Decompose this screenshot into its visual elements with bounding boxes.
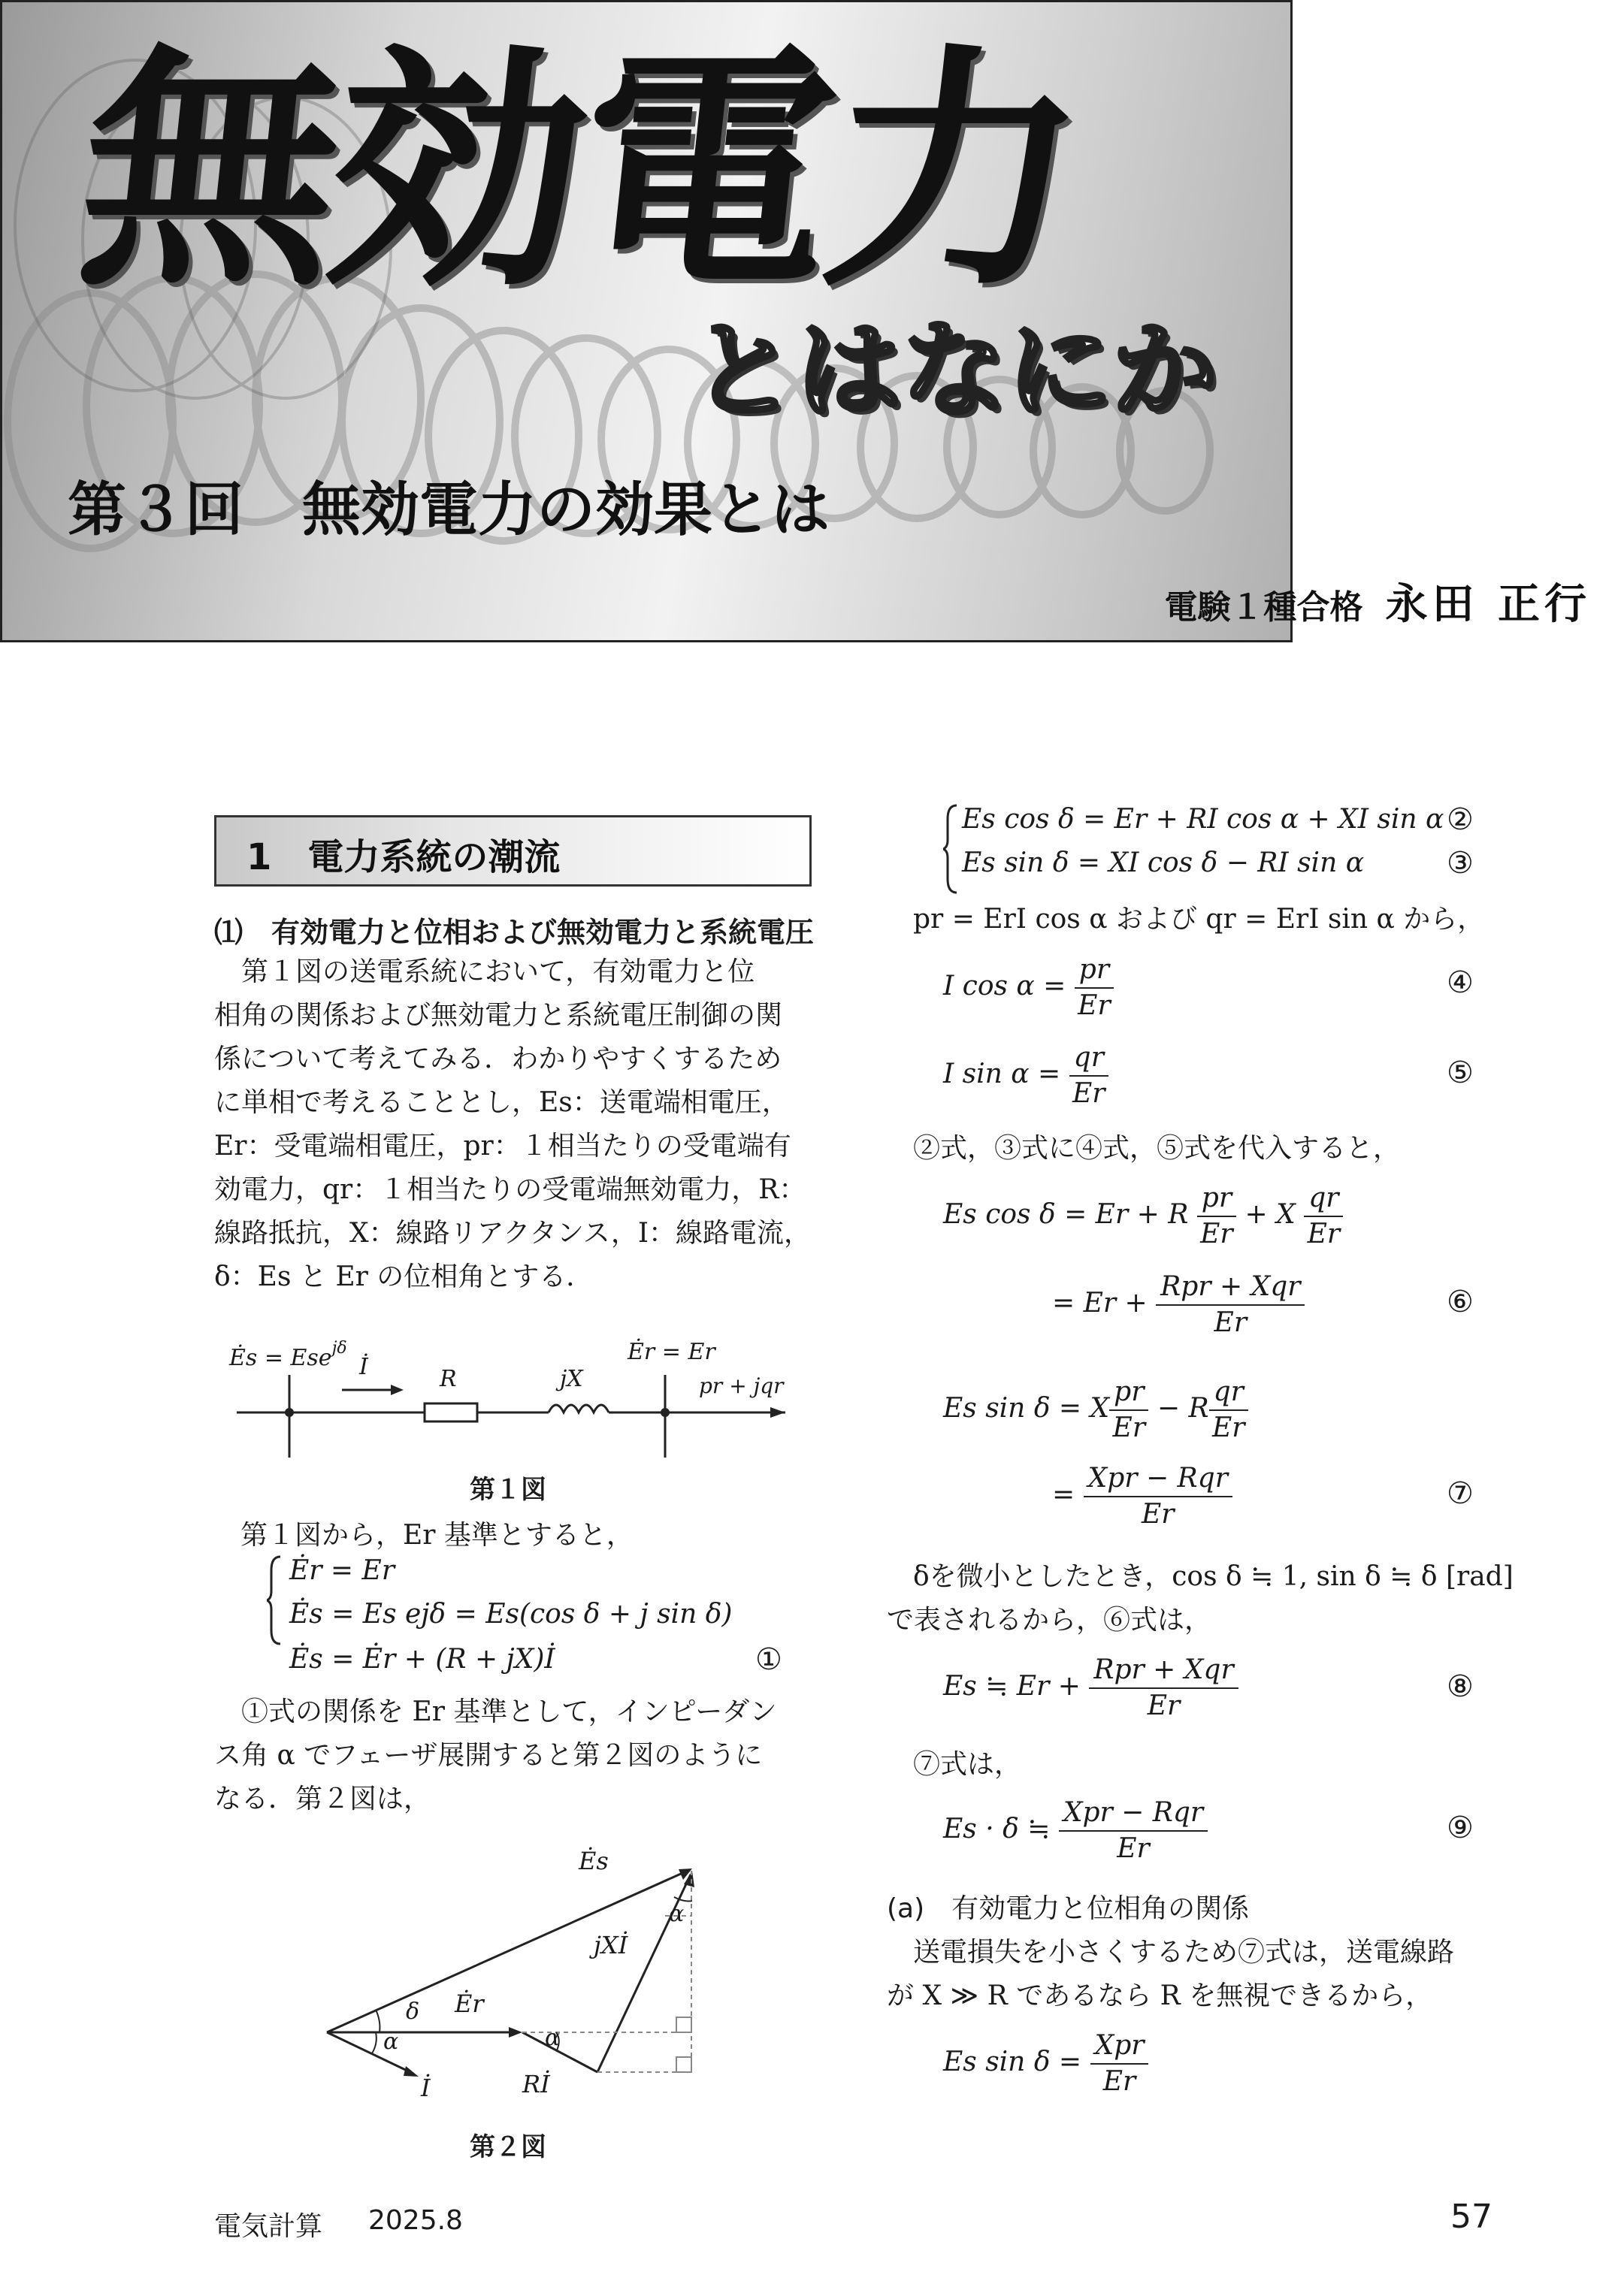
eq-5-number: ⑤ bbox=[1447, 1056, 1474, 1090]
fig2-delta: δ bbox=[406, 1998, 420, 2025]
fig1-er-label: Ėr = Er bbox=[628, 1339, 715, 1365]
eq-1: Ės = Ėr + (R + jX)İ bbox=[289, 1644, 555, 1675]
line-eq7: ⑦式は， bbox=[913, 1749, 1022, 1780]
fig2-jxi-label: jXİ bbox=[594, 1931, 628, 1959]
fig1-current-label: İ bbox=[359, 1354, 368, 1380]
author-line: 電験１種合格 永田 正行 bbox=[1164, 579, 1591, 629]
figure-2-caption: 第２図 bbox=[470, 2132, 546, 2162]
eq-6b: = Er + $\frac{\text{Rpr + Xqr}}{Er}$ bbox=[1052, 1270, 1305, 1340]
line-pr-qr: pr = ErI cos α および qr = ErI sin α から， bbox=[913, 904, 1485, 935]
title-banner bbox=[0, 0, 1591, 642]
eq-9: Es · δ ≒ $\frac{\text{Xpr − Rqr}}{Er}$ bbox=[943, 1796, 1208, 1866]
eq-er: Ėr = Er bbox=[289, 1555, 395, 1586]
eq-3-number: ③ bbox=[1447, 846, 1474, 881]
para1-line: に単相で考えることとし，Es：送電端相電圧， bbox=[214, 1087, 789, 1118]
para3-line: ス角 α でフェーザ展開すると第２図のように bbox=[214, 1740, 763, 1771]
para1-line: 相角の関係および無効電力と系統電圧制御の関 bbox=[214, 1000, 783, 1031]
footer-issue: 2025.8 bbox=[368, 2205, 463, 2236]
fig1-es-label: Ės = Ese$^{j\delta}$ bbox=[229, 1339, 347, 1371]
para3 bbox=[214, 1690, 815, 1821]
eq-10: Es sin δ = $\frac{\text{Xpr}}{Er}$ bbox=[943, 2029, 1148, 2099]
brace-right bbox=[943, 804, 958, 894]
eq-4-number: ④ bbox=[1447, 965, 1474, 1000]
fig1-resistance-label: R bbox=[440, 1366, 457, 1392]
section-heading: 1 電力系統の潮流 bbox=[246, 836, 561, 878]
para3-line: なる．第２図は， bbox=[214, 1784, 431, 1814]
section-heading-box bbox=[214, 815, 812, 887]
banner-subtitle: とはなにか bbox=[691, 310, 1218, 433]
fig1-power-label: pr + jqr bbox=[699, 1373, 784, 1398]
eq-2: Es cos δ = Er + RI cos α + XI sin α bbox=[962, 804, 1444, 835]
fig2-es-label: Ės bbox=[579, 1847, 609, 1875]
para-a-line1: 送電損失を小さくするため⑦式は，送電線路 bbox=[913, 1937, 1455, 1968]
footer-journal: 電気計算 bbox=[214, 2211, 323, 2242]
fig2-alpha-mid: α bbox=[545, 2025, 561, 2051]
subheading-a: (a) 有効電力と位相角の関係 bbox=[887, 1893, 1250, 1924]
figure-1-caption: 第１図 bbox=[470, 1475, 546, 1505]
line-small-angle-2: で表されるから，⑥式は， bbox=[887, 1605, 1212, 1636]
figure-2-phasor-diagram bbox=[214, 1841, 815, 2141]
banner-title: 無効電力 bbox=[67, 24, 1090, 322]
line-substitute: ②式，③式に④式，⑤式を代入すると， bbox=[913, 1133, 1401, 1164]
para1-line: δ：Es と Er の位相角とする． bbox=[214, 1261, 594, 1292]
fig2-er-label: Ėr bbox=[455, 1989, 484, 2018]
eq-7b: = $\frac{\text{Xpr − Rqr}}{Er}$ bbox=[1052, 1461, 1232, 1532]
para1-line: 線路抵抗，X：線路リアクタンス，I：線路電流， bbox=[214, 1218, 812, 1249]
intro-paragraph bbox=[214, 950, 815, 1299]
fig2-i-label: İ bbox=[421, 2074, 431, 2102]
para-a-line2: が X ≫ R であるなら R を無視できるから， bbox=[887, 1980, 1433, 2011]
fig2-ri-label: Rİ bbox=[522, 2070, 550, 2098]
fig1-reactance-label: jX bbox=[560, 1366, 583, 1392]
eq-5: I sin α = $\frac{qr}{Er}$ bbox=[943, 1041, 1108, 1111]
eq-es: Ės = Es ejδ = Es(cos δ + j sin δ) bbox=[289, 1599, 733, 1630]
eq-3: Es sin δ = XI cos δ − RI sin α bbox=[962, 847, 1365, 878]
eq-8-number: ⑧ bbox=[1447, 1669, 1474, 1704]
subsection-heading: ⑴ 有効電力と位相および無効電力と系統電圧 bbox=[214, 916, 815, 949]
eq-6-number: ⑥ bbox=[1447, 1285, 1474, 1319]
author-qualification: 電験１種合格 bbox=[1164, 588, 1363, 627]
eq-8: Es ≒ Er + $\frac{\text{Rpr + Xqr}}{Er}$ bbox=[943, 1653, 1238, 1724]
para1-line: 第１図の送電系統において，有効電力と位 bbox=[241, 956, 755, 987]
eq-2-number: ② bbox=[1447, 802, 1474, 837]
eq-4: I cos α = $\frac{pr}{Er}$ bbox=[943, 953, 1114, 1023]
para2: 第１図から，Er 基準とすると， bbox=[240, 1520, 634, 1551]
eq-9-number: ⑨ bbox=[1447, 1811, 1474, 1845]
para3-line: ①式の関係を Er 基準として，インピーダン bbox=[241, 1696, 777, 1727]
eq-1-number: ① bbox=[755, 1642, 782, 1677]
para1-line: Er：受電端相電圧，pr：１相当たりの受電端有 bbox=[214, 1131, 791, 1162]
eq-7a: Es sin δ = X $\frac{pr}{Er}$ − R $\frac{qr}{Er}$ bbox=[943, 1375, 1248, 1446]
para1-line: 係について考えてみる．わかりやすくするため bbox=[214, 1044, 782, 1074]
page-number: 57 bbox=[1450, 2198, 1492, 2236]
eq-6a: Es cos δ = Er + R $\frac{pr}{Er}$ + X $\frac{qr}{Er}$ bbox=[943, 1181, 1343, 1252]
eq-7-number: ⑦ bbox=[1447, 1476, 1474, 1511]
para1-line: 効電力，qr：１相当たりの受電端無効電力，R： bbox=[214, 1174, 806, 1205]
line-small-angle-1: δを微小としたとき，cos δ ≒ 1, sin δ ≒ δ [rad] bbox=[913, 1561, 1514, 1592]
brace-left bbox=[267, 1555, 282, 1645]
fig2-alpha-left: α bbox=[383, 2029, 399, 2055]
fig2-alpha-top: α bbox=[669, 1901, 685, 1927]
series-title: 第３回 無効電力の効果とは bbox=[68, 476, 830, 544]
